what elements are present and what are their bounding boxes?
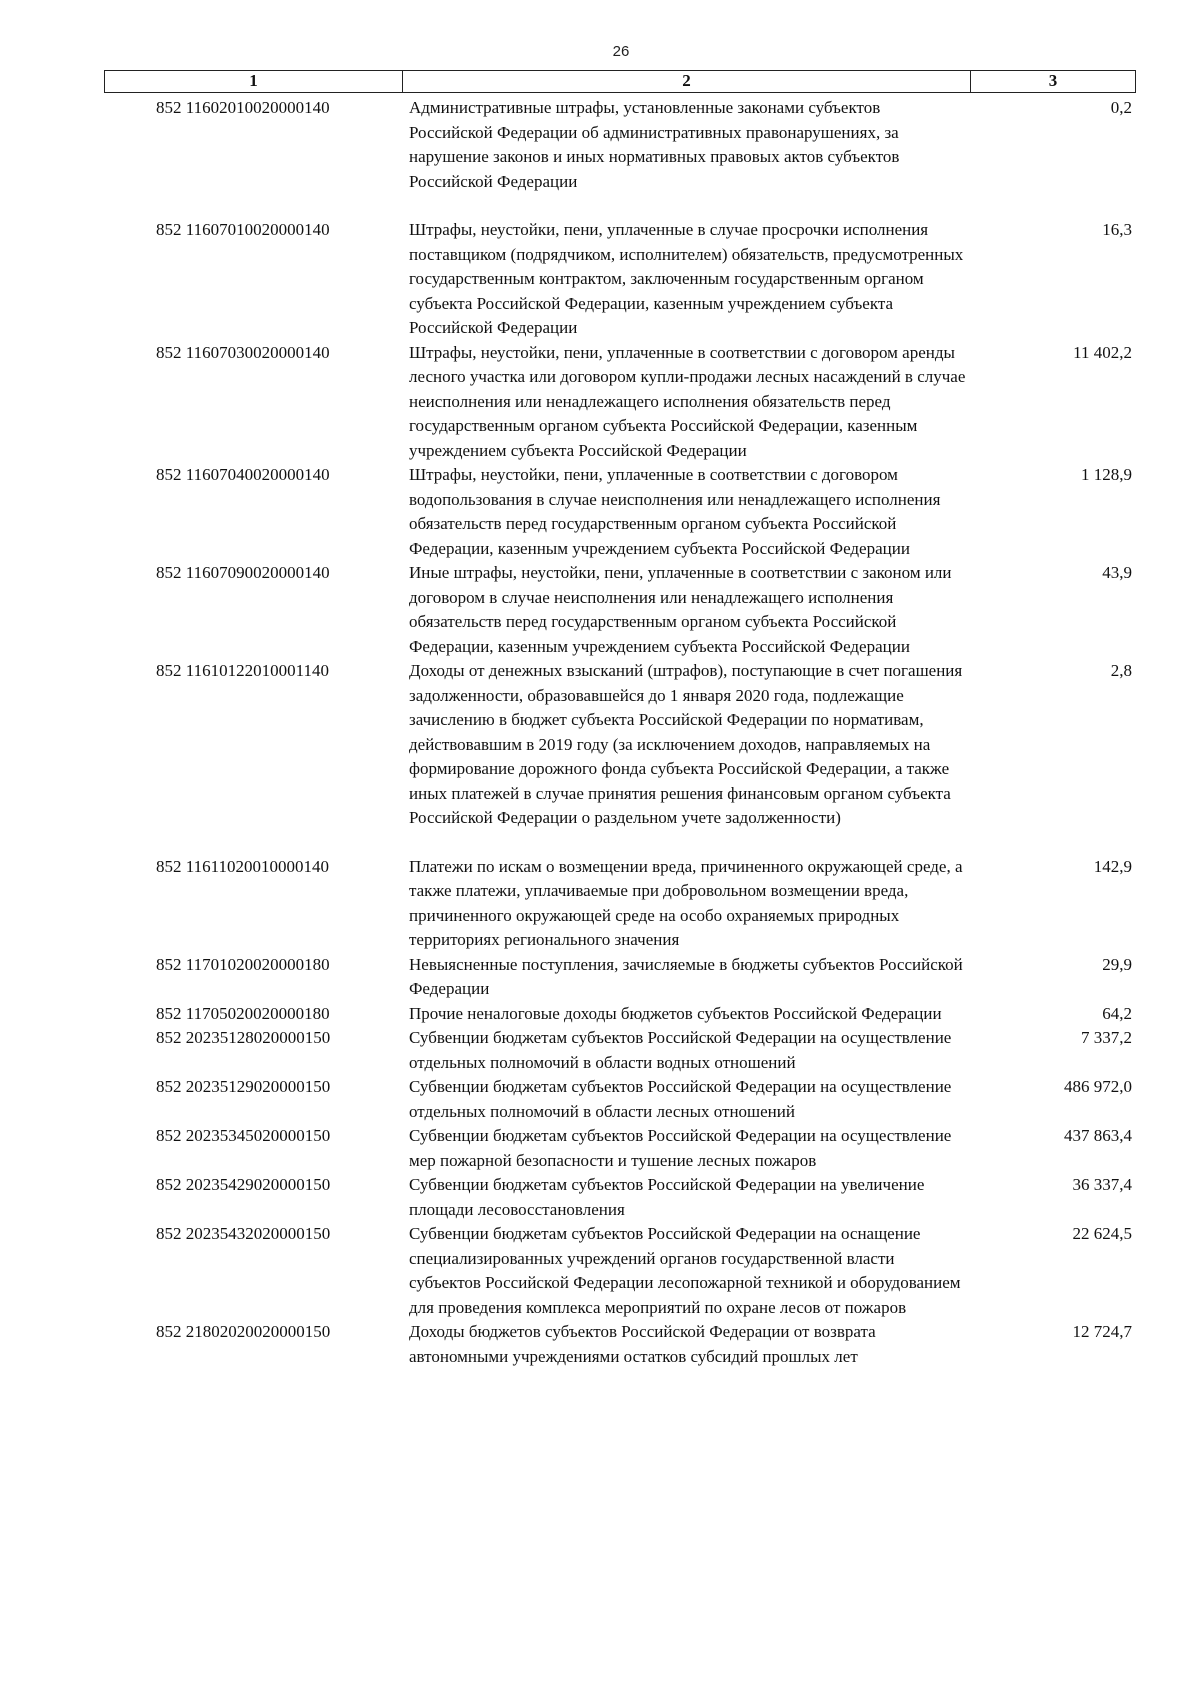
amount: 7 337,2: [1081, 1028, 1132, 1047]
amount: 1 128,9: [1081, 465, 1132, 484]
table-body: [104, 96, 1136, 1369]
table-row: [104, 1320, 1136, 1369]
amount: 36 337,4: [1072, 1175, 1132, 1194]
amount: 43,9: [1102, 563, 1132, 582]
income-name: Прочие неналоговые доходы бюджетов субъектов Российской Федерации: [409, 1003, 942, 1023]
budget-code: 852 20235128020000150: [156, 1028, 331, 1047]
income-name: Административные штрафы, установленные законами субъектов Российской Федерации об административных правонарушениях, за нарушение законов и иных нормативных правовых актов субъектов Российской Федерации: [409, 98, 900, 191]
amount: 29,9: [1102, 954, 1132, 974]
budget-code: 852 20235345020000150: [156, 1126, 331, 1145]
income-name: Штрафы, неустойки, пени, уплаченные в соответствии с договором водопользования в случае неисполнения или ненадлежащего исполнения обязательств перед государственным органом субъекта Российской Федерации, казенным учреждением субъекта Российской Федерации: [409, 465, 941, 558]
amount: 16,3: [1102, 220, 1132, 239]
budget-code: 852 11607090020000140: [156, 563, 330, 582]
column-header-amount: 3: [1048, 71, 1058, 90]
table-row: [104, 1124, 1136, 1173]
budget-code: 852 11607030020000140: [156, 342, 330, 362]
budget-code: 852 11607040020000140: [156, 465, 330, 484]
budget-code: 852 20235129020000150: [156, 1077, 331, 1096]
income-name: Иные штрафы, неустойки, пени, уплаченные в соответствии с законом или договором в случае неисполнения или ненадлежащего исполнения обязательств перед государственным органом субъекта Российской Федерации, казенным учреждением субъекта Российской Федерации: [409, 563, 952, 656]
amount: 437 863,4: [1064, 1126, 1132, 1145]
amount: 0,2: [1110, 98, 1132, 117]
budget-code: 852 11610122010001140: [156, 661, 329, 680]
table-row: [104, 561, 1136, 659]
column-header-code: 1: [105, 71, 403, 92]
budget-code: 852 20235432020000150: [156, 1224, 331, 1243]
table-header: [104, 70, 1136, 93]
table-row: [104, 218, 1136, 341]
budget-code: 852 11602010020000140: [156, 98, 330, 117]
table-row: [104, 341, 1136, 464]
table-row: [104, 96, 1136, 194]
table-row: [104, 1075, 1136, 1124]
table-row: [104, 1026, 1136, 1075]
table-row: [104, 953, 1136, 1002]
table-row: [104, 1173, 1136, 1222]
amount: 142,9: [1093, 856, 1132, 876]
income-name: Платежи по искам о возмещении вреда, причиненного окружающей среде, а также платежи, уплачиваемые при добровольном возмещении вреда, причиненного окружающей среде на особо охраняемых природных территориях регионального значения: [409, 856, 963, 949]
income-name: Доходы бюджетов субъектов Российской Федерации от возврата автономными учреждениями остатков субсидий прошлых лет: [409, 1322, 876, 1366]
amount: 12 724,7: [1072, 1322, 1132, 1341]
income-name: Субвенции бюджетам субъектов Российской Федерации на осуществление мер пожарной безопасности и тушение лесных пожаров: [409, 1126, 952, 1170]
budget-code: 852 11701020020000180: [156, 954, 330, 974]
table-row: [104, 1002, 1136, 1027]
budget-code: 852 21802020020000150: [156, 1322, 331, 1341]
amount: 22 624,5: [1072, 1224, 1132, 1243]
page-number: 26: [612, 43, 630, 60]
amount: 64,2: [1102, 1003, 1132, 1023]
table-row: [104, 463, 1136, 561]
budget-code: 852 11607010020000140: [156, 220, 330, 239]
amount: 486 972,0: [1064, 1077, 1132, 1096]
table-row: [104, 659, 1136, 831]
amount: 2,8: [1110, 661, 1132, 680]
budget-code: 852 11705020020000180: [156, 1003, 330, 1023]
table-row: [104, 1222, 1136, 1320]
budget-code: 852 11611020010000140: [156, 856, 329, 876]
column-header-name: 2: [403, 71, 971, 92]
income-name: Доходы от денежных взысканий (штрафов), поступающие в счет погашения задолженности, образовавшейся до 1 января 2020 года, подлежащие зачислению в бюджет субъекта Российской Федерации по нормативам, действовавшим в 2019 году (за исключением доходов, направляемых на формирование дорожного фонда субъекта Российской Федерации, а также иных платежей в случае принятия решения финансовым органом субъекта Российской Федерации о раздельном учете задолженности): [409, 661, 963, 827]
amount: 11 402,2: [1073, 342, 1132, 362]
income-name: Субвенции бюджетам субъектов Российской Федерации на осуществление отдельных полномочий в области лесных отношений: [409, 1077, 952, 1121]
budget-code: 852 20235429020000150: [156, 1175, 331, 1194]
table-row: [104, 855, 1136, 953]
income-name: Штрафы, неустойки, пени, уплаченные в соответствии с договором аренды лесного участка или договором купли-продажи лесных насаждений в случае неисполнения или ненадлежащего исполнения обязательств перед государственным органом субъекта Российской Федерации, казенным учреждением субъекта Российской Федерации: [409, 342, 966, 460]
income-name: Субвенции бюджетам субъектов Российской Федерации на оснащение специализированных учреждений органов государственной власти субъектов Российской Федерации лесопожарной техникой и оборудованием для проведения комплекса мероприятий по охране лесов от пожаров: [409, 1224, 961, 1317]
income-name: Невыясненные поступления, зачисляемые в бюджеты субъектов Российской Федерации: [409, 954, 963, 998]
income-name: Субвенции бюджетам субъектов Российской Федерации на увеличение площади лесовосстановления: [409, 1175, 925, 1219]
income-name: Штрафы, неустойки, пени, уплаченные в случае просрочки исполнения поставщиком (подрядчиком, исполнителем) обязательств, предусмотренных государственным контрактом, заключенным государственным органом субъекта Российской Федерации, казенным учреждением субъекта Российской Федерации: [409, 220, 964, 337]
income-name: Субвенции бюджетам субъектов Российской Федерации на осуществление отдельных полномочий в области водных отношений: [409, 1028, 952, 1072]
